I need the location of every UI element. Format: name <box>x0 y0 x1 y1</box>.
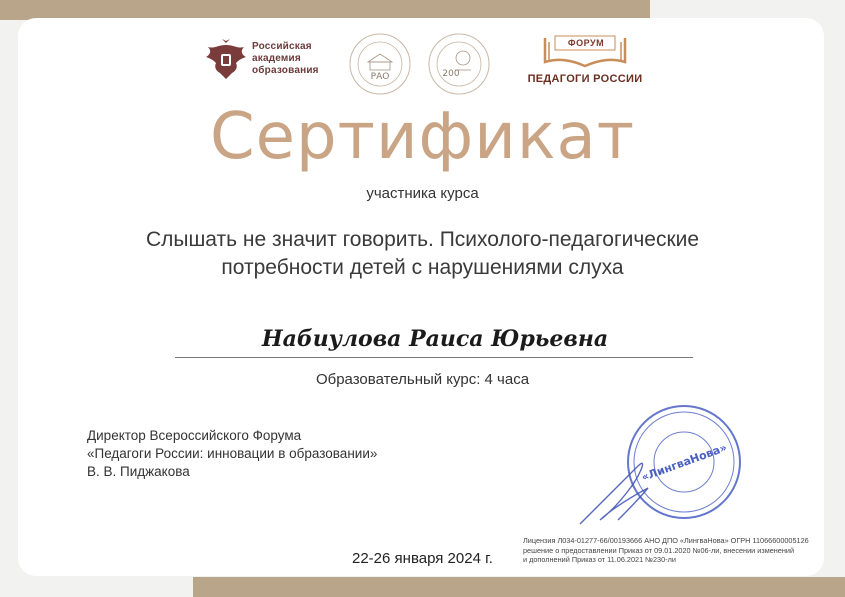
forum-label: ПЕДАГОГИ РОССИИ <box>527 73 643 85</box>
director-title: Директор Всероссийского Форума <box>87 428 302 443</box>
seal-left-label: РАО <box>370 72 390 82</box>
director-signature-block <box>87 427 377 481</box>
official-stamp <box>578 396 758 536</box>
course-title <box>60 226 785 282</box>
seal-right-label: 200 <box>442 69 460 79</box>
rao-line-2: академия <box>252 53 301 64</box>
top-decorative-band <box>0 0 650 20</box>
course-hours: Образовательный курс: 4 часа <box>315 371 530 388</box>
signature-icon <box>580 463 648 524</box>
course-title-line-1: Слышать не значит говорить. Психолого-педагогические <box>145 228 700 251</box>
license-line-3: и дополнений Приказ от 11.06.2021 №230-ли <box>523 555 676 564</box>
academy-seal-icon <box>348 32 412 96</box>
certificate-title: Сертификат <box>209 100 636 174</box>
director-forum-name: «Педагоги России: инновации в образовании» <box>87 446 378 461</box>
stamp-center-text: «ЛингваНова» <box>639 440 729 484</box>
certificate-subtitle: участника курса <box>366 185 479 202</box>
double-headed-eagle-icon <box>204 37 248 81</box>
license-line-2: решение о предоставлении Приказ от 09.01.2020 №06-ли, внесении изменений <box>523 545 795 555</box>
anniversary-seal-icon <box>427 32 491 96</box>
license-info <box>523 536 823 565</box>
course-date: 22-26 января 2024 г. <box>352 550 493 567</box>
license-line-1: Лицензия Л034-01277-66/00193666 АНО ДПО «ЛингваНова» ОГРН 11066600005126 <box>523 536 809 545</box>
bottom-decorative-band <box>193 577 845 597</box>
director-name: В. В. Пиджакова <box>87 464 190 479</box>
forum-top-label: ФОРУМ <box>567 38 605 48</box>
rao-logo-text <box>252 41 319 77</box>
name-underline <box>175 357 693 358</box>
participant-name: Набиулова Раиса Юрьевна <box>261 326 609 352</box>
course-title-line-2: потребности детей с нарушениями слуха <box>221 256 624 279</box>
rao-line-3: образования <box>252 65 319 76</box>
rao-line-1: Российская <box>252 41 312 52</box>
